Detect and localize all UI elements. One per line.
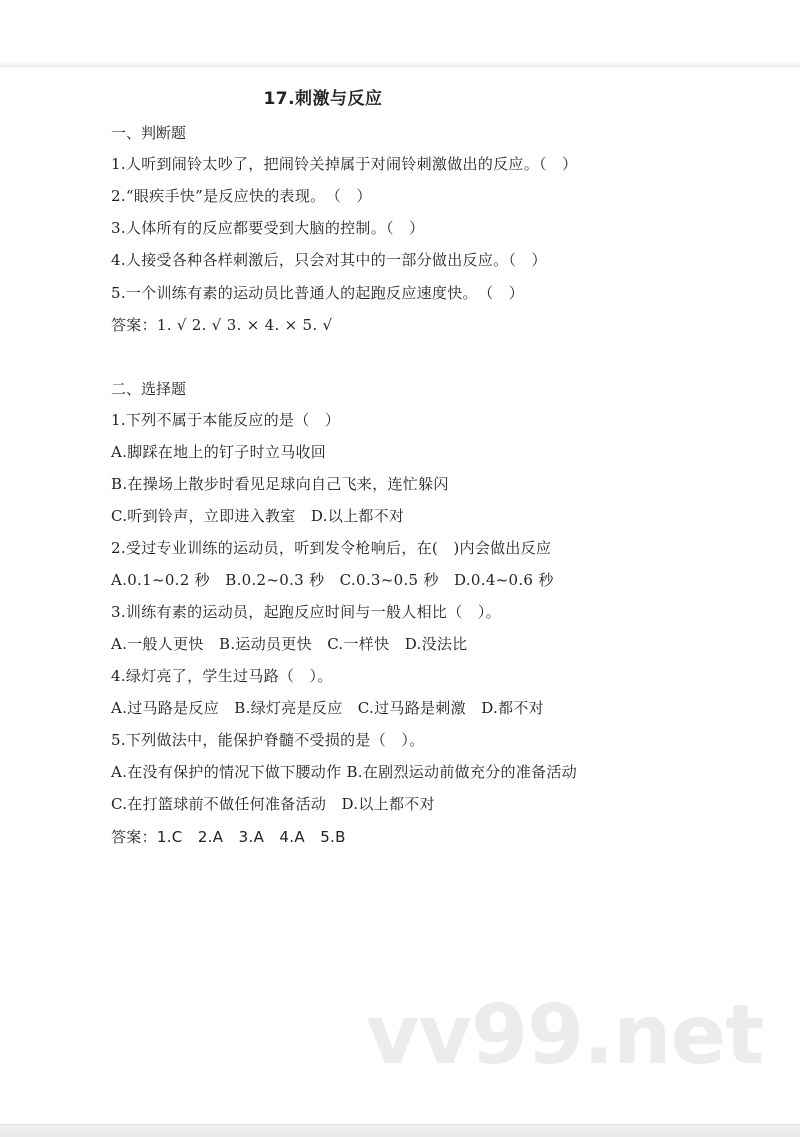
judgement-item-5: 5.一个训练有素的运动员比普通人的起跑反应速度快。 （ ） — [111, 284, 525, 302]
page-bottom-edge — [0, 1124, 800, 1137]
choice-line-4: C.听到铃声，立即进入教室 D.以上都不对 — [111, 507, 405, 525]
choice-line-13: C.在打篮球前不做任何准备活动 D.以上都不对 — [111, 795, 435, 813]
choice-line-12: A.在没有保护的情况下做下腰动作 B.在剧烈运动前做充分的准备活动 — [111, 763, 578, 781]
judgement-item-4: 4.人接受各种各样刺激后，只会对其中的一部分做出反应。（ ） — [111, 251, 547, 269]
page-top-edge — [0, 0, 800, 67]
judgement-item-1: 1.人听到闹铃太吵了，把闹铃关掉属于对闹铃刺激做出的反应。（ ） — [111, 155, 578, 173]
document-page — [0, 66, 800, 1126]
choice-line-7: 3.训练有素的运动员，起跑反应时间与一般人相比（ ）。 — [111, 603, 501, 621]
section-heading-choice: 二、选择题 — [111, 380, 187, 398]
judgement-item-2: 2.“眼疾手快”是反应快的表现。 （ ） — [111, 187, 372, 205]
choice-line-5: 2.受过专业训练的运动员，听到发令枪响后，在( )内会做出反应 — [111, 539, 552, 557]
choice-line-3: B.在操场上散步时看见足球向自己飞来，连忙躲闪 — [111, 475, 449, 493]
choice-line-1: 1.下列不属于本能反应的是（ ） — [111, 411, 341, 429]
judgement-answer: 答案：1. √ 2. √ 3. × 4. × 5. √ — [111, 316, 333, 334]
choice-line-10: A.过马路是反应 B.绿灯亮是反应 C.过马路是刺激 D.都不对 — [111, 699, 544, 717]
document-title: 17.刺激与反应 — [263, 89, 383, 109]
choice-line-8: A.一般人更快 B.运动员更快 C.一样快 D.没法比 — [111, 635, 468, 653]
watermark-text: vv99.net — [366, 988, 764, 1083]
section-heading-judgement: 一、判断题 — [111, 124, 187, 142]
choice-line-6: A.0.1~0.2 秒 B.0.2~0.3 秒 C.0.3~0.5 秒 D.0.4~0.6 秒 — [111, 571, 554, 589]
choice-line-9: 4.绿灯亮了，学生过马路（ ）。 — [111, 667, 333, 685]
choice-line-11: 5.下列做法中，能保护脊髓不受损的是（ ）。 — [111, 731, 425, 749]
choice-answer: 答案：1.C 2.A 3.A 4.A 5.B — [111, 828, 346, 846]
choice-line-2: A.脚踩在地上的钉子时立马收回 — [111, 443, 327, 461]
judgement-item-3: 3.人体所有的反应都要受到大脑的控制。（ ） — [111, 219, 425, 237]
